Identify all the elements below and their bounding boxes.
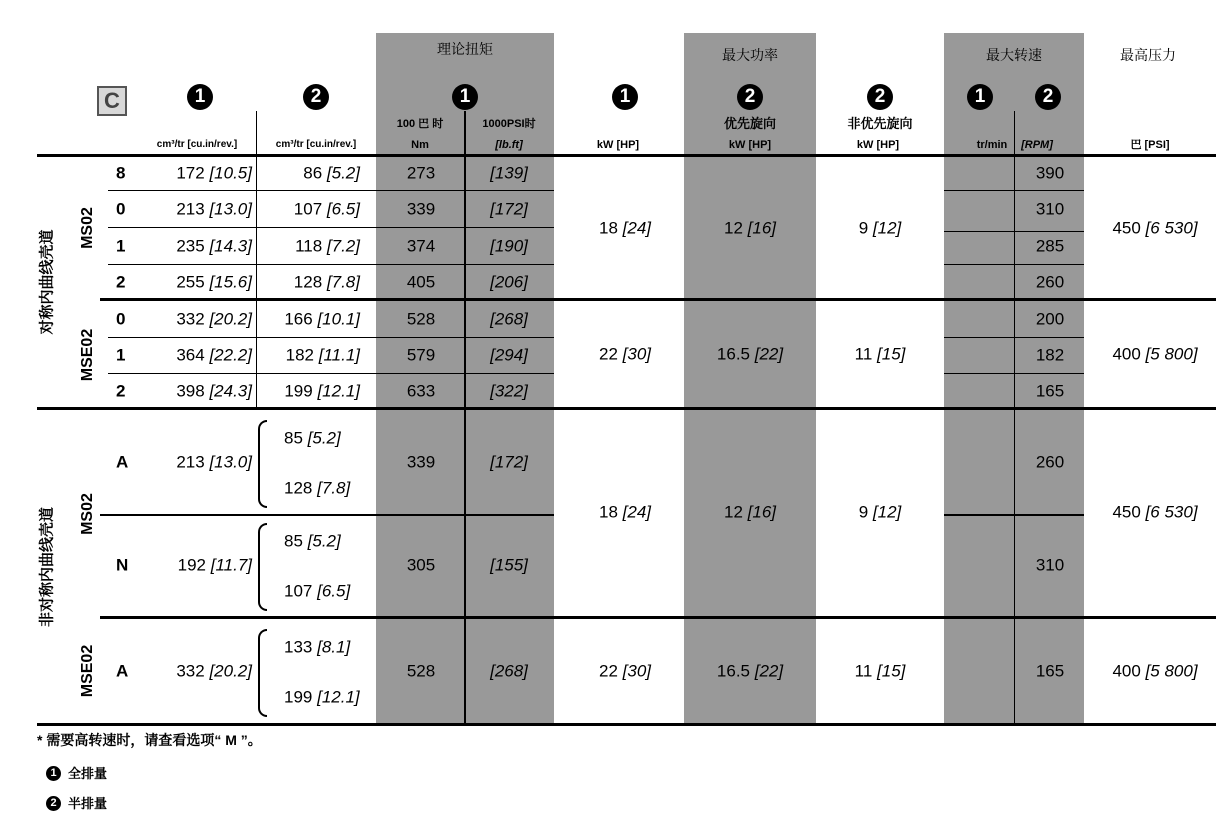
- table-cell: 9 [12]: [858, 502, 902, 522]
- unit-kw-priority: kW [HP]: [728, 139, 772, 151]
- row-code: 0: [116, 199, 126, 219]
- theoretical-torque-heading: 理论扭矩: [437, 41, 493, 57]
- table-cell: 273: [406, 163, 436, 183]
- table-cell: 310: [1035, 199, 1065, 219]
- full-displacement-marker-icon: 1: [187, 84, 213, 110]
- table-cell: 165: [1035, 381, 1065, 401]
- table-cell: 12 [16]: [723, 502, 777, 522]
- row-code: A: [116, 452, 129, 472]
- table-cell: 450 [6 530]: [1112, 502, 1198, 522]
- max-speed-heading: 最大转速: [986, 47, 1042, 63]
- table-cell: 118 [7.2]: [295, 236, 360, 256]
- row-divider: [108, 264, 554, 265]
- table-cell: 332 [20.2]: [176, 309, 252, 329]
- unit-kw-nonpriority: kW [HP]: [856, 139, 900, 151]
- brace-icon: [258, 629, 267, 717]
- model-mse02: MSE02: [79, 328, 96, 382]
- table-cell: 633: [406, 381, 436, 401]
- full-displacement-legend-icon: 1: [46, 766, 61, 781]
- table-cell: 450 [6 530]: [1112, 218, 1198, 238]
- power-nonpriority-marker-icon: 2: [867, 84, 893, 110]
- footnote-half-displacement: 半排量: [68, 796, 108, 811]
- table-cell: 332 [20.2]: [176, 661, 252, 681]
- footnote-high-speed: * 需要高转速时，请查看选项“ M ”。: [37, 732, 262, 748]
- table-cell: 213 [13.0]: [176, 452, 252, 472]
- table-cell: 339: [406, 199, 436, 219]
- table-cell: 364 [22.2]: [176, 345, 252, 365]
- table-cell: 166 [10.1]: [284, 309, 360, 329]
- row-divider: [108, 190, 554, 191]
- brace-icon: [258, 420, 267, 508]
- table-cell: 213 [13.0]: [176, 199, 252, 219]
- model-mse02-asym: MSE02: [79, 644, 96, 698]
- unit-displacement-full: cm³/tr [cu.in/rev.]: [156, 139, 238, 150]
- table-cell: 11 [15]: [854, 344, 906, 364]
- bottom-rule: [37, 723, 1216, 726]
- power-priority-marker-icon: 2: [737, 84, 763, 110]
- table-cell: 405: [406, 272, 436, 292]
- table-cell: 199 [12.1]: [284, 381, 360, 401]
- table-cell: 107 [6.5]: [293, 199, 360, 219]
- table-cell: 400 [5 800]: [1112, 661, 1198, 681]
- table-cell: 339: [406, 452, 436, 472]
- table-cell: 579: [406, 345, 436, 365]
- unit-rpm: [RPM]: [1021, 139, 1053, 151]
- table-cell: 86 [5.2]: [303, 163, 360, 183]
- unit-kw-full: kW [HP]: [596, 139, 640, 151]
- symmetric-group-label: 对称内曲线壳道: [38, 229, 56, 335]
- table-cell: 528: [406, 661, 436, 681]
- row-code: N: [116, 555, 129, 575]
- table-cell: 192 [11.7]: [177, 555, 252, 575]
- table-cell: 133 [8.1]: [284, 637, 351, 657]
- table-cell: 128 [7.8]: [293, 272, 360, 292]
- model-rule: [100, 298, 1216, 301]
- unit-bar-psi: 巴 [PSI]: [1130, 139, 1170, 151]
- table-cell: 200: [1035, 309, 1065, 329]
- table-cell: 260: [1035, 452, 1065, 472]
- torque-marker-icon: 1: [452, 84, 478, 110]
- row-divider: [108, 227, 554, 228]
- unit-lbft: [lb.ft]: [495, 139, 523, 151]
- table-cell: 107 [6.5]: [284, 581, 351, 601]
- half-displacement-marker-icon: 2: [303, 84, 329, 110]
- table-cell: 235 [14.3]: [176, 236, 252, 256]
- column-divider: [464, 111, 466, 725]
- table-cell: [294]: [490, 345, 528, 365]
- table-cell: 182 [11.1]: [285, 345, 360, 365]
- table-cell: 16.5 [22]: [716, 661, 784, 681]
- column-divider: [256, 111, 257, 409]
- asymmetric-group-label: 非对称内曲线壳道: [38, 506, 56, 628]
- max-pressure-heading: 最高压力: [1120, 47, 1176, 63]
- model-rule-2: [100, 616, 1216, 619]
- non-priority-direction-label: 非优先旋向: [847, 116, 913, 131]
- row-code: 2: [116, 381, 126, 401]
- table-cell: 16.5 [22]: [716, 344, 784, 364]
- table-cell: 85 [5.2]: [284, 428, 341, 448]
- table-cell: 528: [406, 309, 436, 329]
- unit-displacement-half: cm³/tr [cu.in/rev.]: [275, 139, 357, 150]
- row-divider: [108, 373, 554, 374]
- table-cell: [172]: [490, 199, 528, 219]
- priority-direction-label: 优先旋向: [723, 116, 777, 131]
- table-cell: 128 [7.8]: [284, 478, 351, 498]
- table-cell: 305: [406, 555, 436, 575]
- max-power-heading: 最大功率: [722, 47, 778, 63]
- header-rule: [37, 154, 1216, 157]
- table-cell: 398 [24.3]: [176, 381, 252, 401]
- group-rule: [37, 407, 1216, 410]
- speed-half-marker-icon: 2: [1035, 84, 1061, 110]
- row-code: 2: [116, 272, 126, 292]
- table-cell: 310: [1035, 555, 1065, 575]
- table-cell: 285: [1035, 236, 1065, 256]
- table-cell: [268]: [490, 309, 528, 329]
- table-cell: 165: [1035, 661, 1065, 681]
- footnote-full-displacement: 全排量: [68, 766, 108, 781]
- row-divider: [108, 337, 554, 338]
- power-full-marker-icon: 1: [612, 84, 638, 110]
- half-displacement-legend-icon: 2: [46, 796, 61, 811]
- table-cell: 18 [24]: [598, 218, 652, 238]
- table-cell: [268]: [490, 661, 528, 681]
- brace-icon: [258, 523, 267, 611]
- table-cell: 255 [15.6]: [176, 272, 252, 292]
- table-cell: 9 [12]: [858, 218, 902, 238]
- row-code: A: [116, 661, 129, 681]
- speed-full-marker-icon: 1: [967, 84, 993, 110]
- table-cell: 400 [5 800]: [1112, 344, 1198, 364]
- column-divider: [1014, 111, 1015, 725]
- table-cell: [206]: [490, 272, 528, 292]
- row-code: 1: [116, 236, 126, 256]
- row-divider: [100, 514, 554, 516]
- table-cell: 374: [406, 236, 436, 256]
- table-cell: [139]: [490, 163, 528, 183]
- row-code: 1: [116, 345, 126, 365]
- table-cell: 172 [10.5]: [176, 163, 252, 183]
- table-cell: 85 [5.2]: [284, 531, 341, 551]
- row-code: 8: [116, 163, 126, 183]
- table-cell: 260: [1035, 272, 1065, 292]
- table-cell: [322]: [490, 381, 528, 401]
- at-100bar-label: 100 巴 时: [396, 118, 444, 130]
- at-1000psi-label: 1000PSI时: [482, 118, 536, 130]
- table-cell: 182: [1035, 345, 1065, 365]
- unit-trmin: tr/min: [976, 139, 1008, 151]
- c-logo-icon: C: [97, 86, 127, 116]
- row-code: 0: [116, 309, 126, 329]
- table-cell: 199 [12.1]: [284, 687, 360, 707]
- table-cell: [172]: [490, 452, 528, 472]
- unit-nm: Nm: [411, 139, 429, 151]
- table-cell: 390: [1035, 163, 1065, 183]
- table-cell: 22 [30]: [598, 661, 652, 681]
- table-cell: [190]: [490, 236, 528, 256]
- table-cell: 22 [30]: [598, 344, 652, 364]
- model-ms02: MS02: [79, 207, 96, 249]
- table-cell: 11 [15]: [854, 661, 906, 681]
- table-cell: 12 [16]: [723, 218, 777, 238]
- model-ms02-asym: MS02: [79, 493, 96, 535]
- power-priority-column-bg: [684, 33, 816, 725]
- table-cell: [155]: [490, 555, 528, 575]
- table-cell: 18 [24]: [598, 502, 652, 522]
